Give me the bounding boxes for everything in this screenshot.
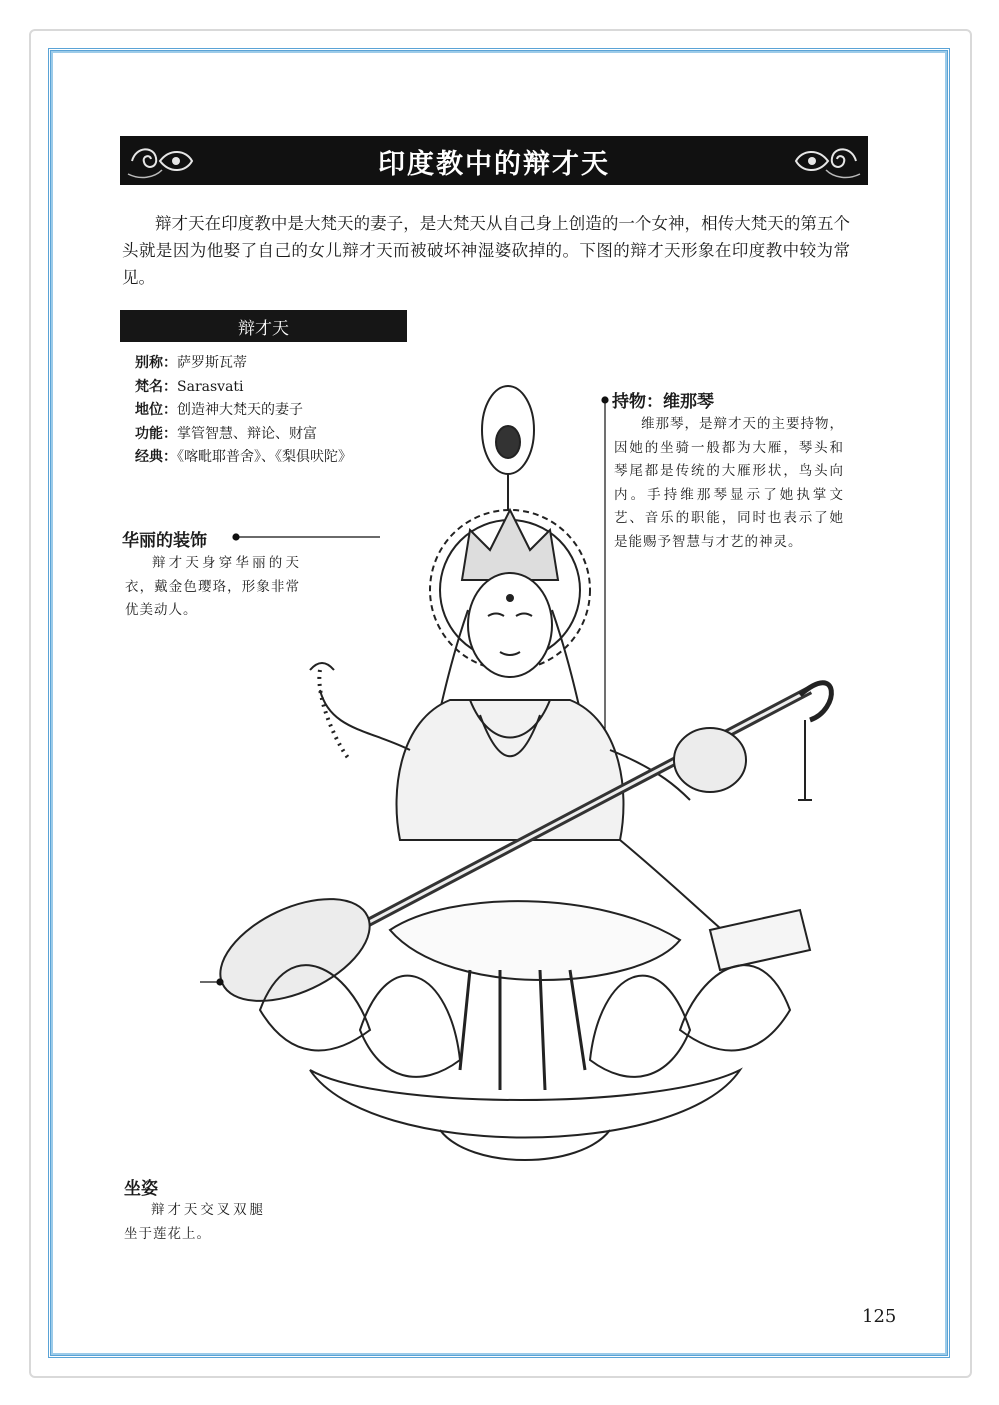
callout-holding-heading: 持物：维那琴 — [612, 392, 714, 412]
info-row-alias: 别称：萨罗斯瓦蒂 — [135, 355, 247, 371]
info-row-sanskrit-name: 梵名：Sarasvati — [135, 378, 244, 395]
info-box-title: 辩才天 — [238, 319, 289, 339]
callout-decoration-heading: 华丽的装饰 — [122, 531, 207, 551]
title-banner — [120, 136, 868, 185]
info-row-scriptures: 经典：《喀毗耶普舍》、《梨俱吠陀》 — [135, 449, 352, 465]
page-number: 125 — [862, 1306, 897, 1327]
page-title: 印度教中的辩才天 — [378, 149, 610, 180]
scroll-ornament-right-icon — [790, 140, 862, 182]
intro-paragraph: 辩才天在印度教中是大梵天的妻子，是大梵天从自己身上创造的一个女神，相传大梵天的第五个头就是因为他娶了自己的女儿辩才天而被破坏神湿婆砍掉的。下图的辩才天形象在印度教中较为常见。 — [122, 214, 850, 287]
callout-holding-text: 维那琴，是辩才天的主要持物，因她的坐骑一般都为大雁，琴头和琴尾都是传统的大雁形状，鸟头向内。手持维那琴显示了她执掌文艺、音乐的职能，同时也表示了她是能赐予智慧与才艺的神灵。 — [614, 416, 844, 550]
callout-posture-text: 辩才天交叉双腿坐于莲花上。 — [124, 1202, 264, 1242]
callout-posture-heading: 坐姿 — [124, 1179, 158, 1199]
info-box-header — [120, 310, 407, 342]
info-row-status: 地位：创造神大梵天的妻子 — [135, 402, 303, 418]
callout-decoration-text: 辩才天身穿华丽的天衣，戴金色璎珞，形象非常优美动人。 — [125, 555, 300, 618]
info-row-function: 功能：掌管智慧、辩论、财富 — [135, 425, 317, 442]
